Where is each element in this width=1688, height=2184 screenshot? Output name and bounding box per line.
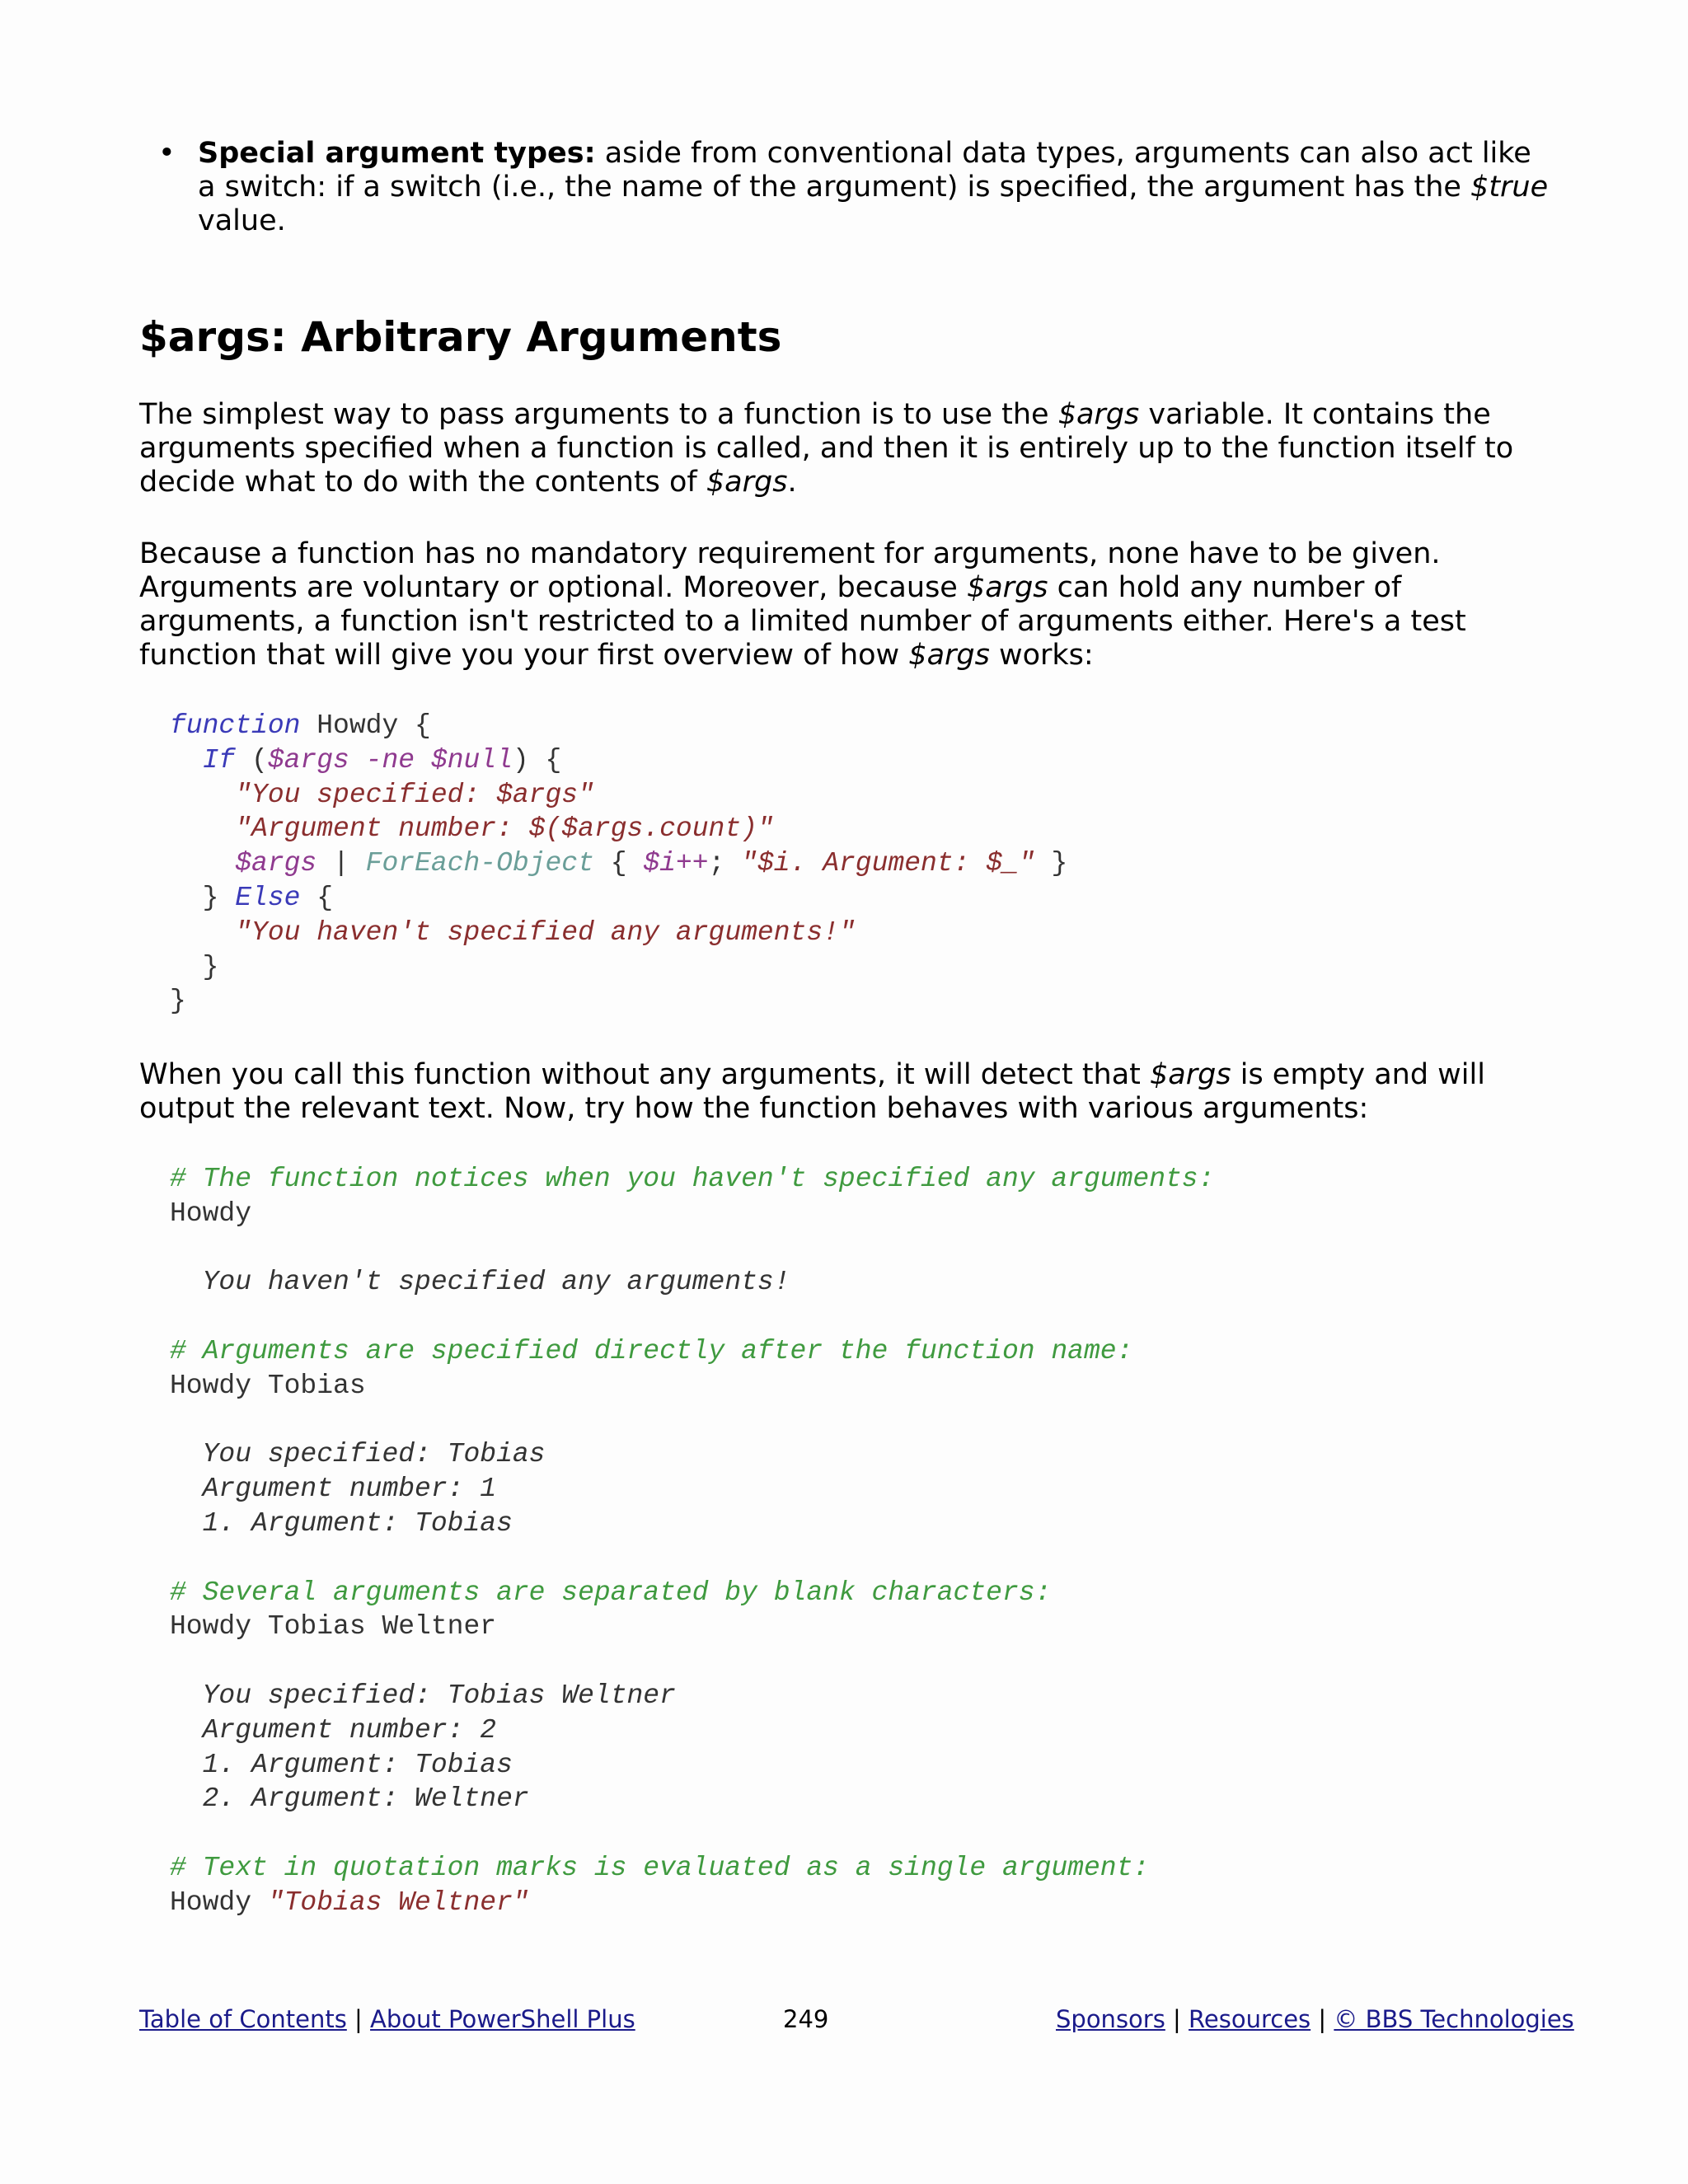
code-command: Howdy	[170, 1197, 252, 1229]
para3-text-2: is empty and will output the relevant text. Now, try how the function behaves with various arguments:	[139, 1058, 1485, 1125]
para1-text: The simplest way to pass arguments to a function is to use the	[139, 398, 1058, 431]
code-variable: $args	[267, 744, 349, 776]
paragraph-optional-args	[139, 537, 1557, 673]
footer-separator: |	[1173, 2005, 1181, 2033]
bullet-text: aside from conventional data types, arguments can also act like a switch: if a switch (i.e., the name of the argument) is specified, the argument has the	[198, 137, 1531, 204]
bullet-text-end: value.	[198, 204, 286, 237]
bullet-icon: •	[158, 137, 176, 170]
code-text: ;	[708, 848, 742, 879]
code-text: (	[235, 744, 268, 776]
code-keyword: If	[202, 744, 236, 776]
code-keyword: function	[170, 710, 301, 741]
code-command: Howdy	[170, 1886, 268, 1918]
copyright-link[interactable]: © BBS Technologies	[1334, 2005, 1574, 2033]
code-output: 1. Argument: Tobias	[202, 1507, 513, 1539]
para3-text: When you call this function without any arguments, it will detect that	[139, 1058, 1151, 1091]
page-number: 249	[783, 2005, 829, 2033]
table-of-contents-link[interactable]: Table of Contents	[139, 2005, 347, 2033]
code-text: Howdy {	[300, 710, 431, 741]
code-variable: $i++	[643, 848, 709, 879]
para3-italic: $args	[1150, 1058, 1231, 1091]
code-command: Howdy Tobias Weltner	[170, 1611, 497, 1643]
para2-text-3: works:	[989, 639, 1094, 672]
code-text: }	[202, 951, 219, 982]
bullet-special-argument-types	[158, 137, 1550, 238]
code-output: You specified: Tobias	[202, 1439, 546, 1470]
code-output: 1. Argument: Tobias	[202, 1749, 513, 1780]
code-block-examples	[170, 1162, 1214, 1920]
code-text: ) {	[512, 744, 562, 776]
resources-link[interactable]: Resources	[1189, 2005, 1311, 2033]
code-variable: $null	[430, 744, 513, 776]
footer-left-links	[139, 2003, 635, 2036]
para2-italic-2: $args	[908, 639, 990, 672]
bullet-italic: $true	[1470, 171, 1549, 204]
code-string: "$i. Argument: $_"	[741, 848, 1035, 879]
code-output: You haven't specified any arguments!	[202, 1267, 790, 1298]
code-comment: # Several arguments are separated by blank characters:	[170, 1577, 1052, 1608]
para1-italic: $args	[1057, 398, 1140, 431]
about-powershell-plus-link[interactable]: About PowerShell Plus	[370, 2005, 635, 2033]
code-cmdlet: ForEach-Object	[365, 848, 594, 879]
para2-text-2: can hold any number of arguments, a function isn't restricted to a limited number of arguments either. Here's a test function that will give you your first overview of how	[139, 571, 1466, 672]
code-comment: # The function notices when you haven't specified any arguments:	[170, 1164, 1215, 1194]
code-output: 2. Argument: Weltner	[202, 1783, 529, 1815]
code-string: "You haven't specified any arguments!"	[235, 916, 856, 948]
code-comment: # Text in quotation marks is evaluated as a single argument:	[170, 1852, 1150, 1883]
code-block-function	[170, 709, 1067, 1019]
code-output: Argument number: 1	[202, 1474, 497, 1505]
code-text: }	[170, 986, 186, 1017]
code-variable: $args	[235, 848, 317, 879]
code-string: "You specified: $args"	[235, 779, 594, 810]
code-output: Argument number: 2	[202, 1714, 497, 1746]
footer-right-links	[1056, 2003, 1574, 2036]
code-string: "Argument number: $($args.count)"	[235, 813, 774, 845]
para1-text-2: variable. It contains the arguments specified when a function is called, and then it is entirely up to the function itself to decide what to do with the contents of	[139, 398, 1514, 499]
code-text: }	[1034, 848, 1068, 879]
code-keyword: Else	[235, 882, 301, 913]
para2-text: Because a function has no mandatory requirement for arguments, none have to be given. Arguments are voluntary or optional. Moreover, because	[139, 537, 1441, 604]
code-text: }	[202, 882, 236, 913]
footer-separator: |	[354, 2005, 363, 2033]
paragraph-intro	[139, 398, 1557, 499]
code-text: {	[593, 848, 644, 879]
code-text: {	[300, 882, 334, 913]
paragraph-call-behaviour	[139, 1058, 1557, 1126]
code-comment: # Arguments are specified directly after the function name:	[170, 1335, 1133, 1366]
code-text: |	[316, 848, 366, 879]
para1-italic-2: $args	[706, 466, 788, 499]
para2-italic: $args	[966, 571, 1048, 604]
code-command: Howdy Tobias	[170, 1370, 366, 1401]
bullet-label: Special argument types:	[198, 137, 596, 170]
footer-separator: |	[1318, 2005, 1327, 2033]
para1-text-3: .	[787, 466, 797, 499]
code-output: You specified: Tobias Weltner	[202, 1680, 676, 1711]
sponsors-link[interactable]: Sponsors	[1056, 2005, 1165, 2033]
section-heading: $args: Arbitrary Arguments	[139, 313, 782, 361]
code-operator: -ne	[349, 744, 431, 776]
code-string: "Tobias Weltner"	[267, 1886, 529, 1918]
